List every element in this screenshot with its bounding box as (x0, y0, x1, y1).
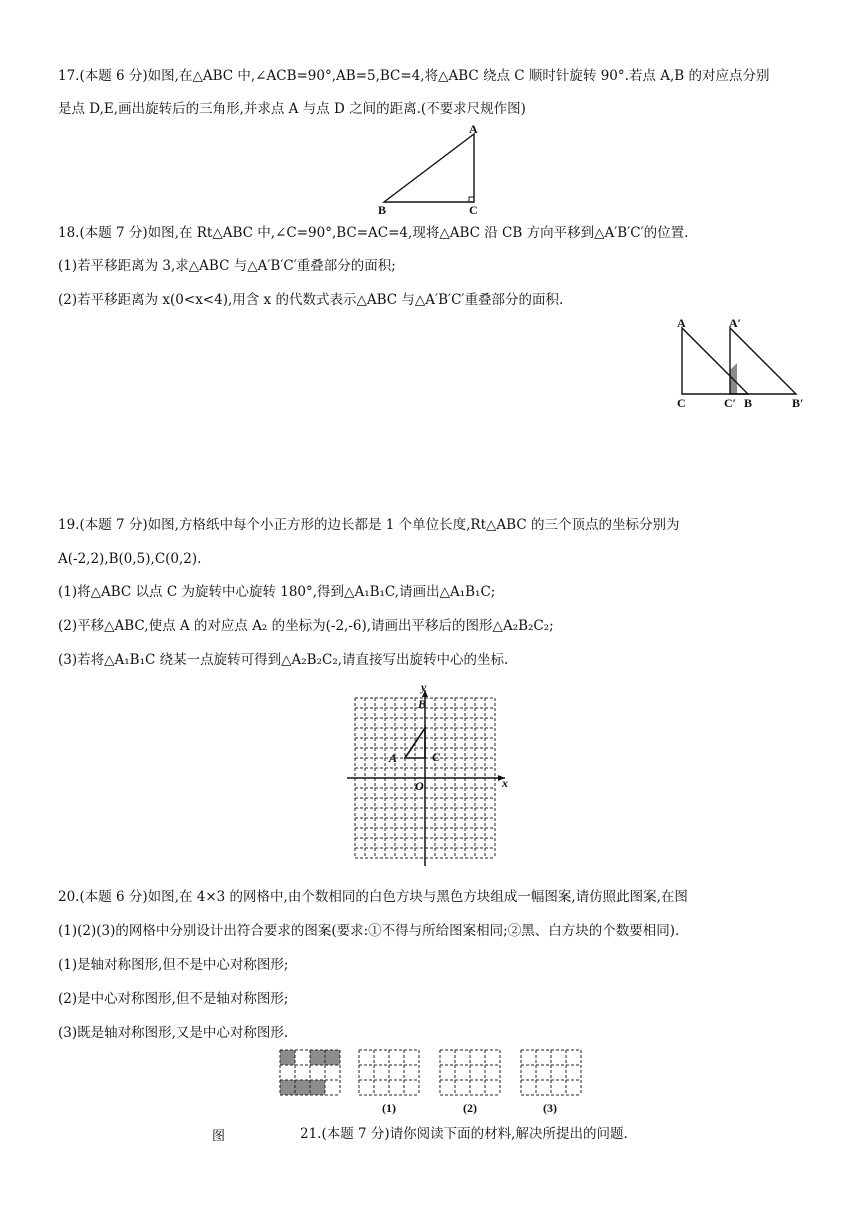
shaded-cell (280, 1080, 295, 1095)
shaded-cell (325, 1050, 340, 1065)
q19-label-A: A (389, 751, 398, 765)
q20-line4: (2)是中心对称图形,但不是轴对称图形; (58, 991, 289, 1007)
q20-line3: (1)是轴对称图形,但不是中心对称图形; (58, 957, 289, 973)
q18-label-A1: A′ (729, 316, 742, 330)
q19-label-y: y (421, 680, 427, 694)
q19-coordinate-grid (340, 680, 520, 872)
q19-label-O: O (415, 779, 424, 793)
q17-label-A: A (469, 122, 478, 136)
q20-grid-3 (520, 1049, 582, 1096)
q19-label-B: B (418, 697, 427, 711)
q20-grid-label-1: (1) (382, 1101, 396, 1115)
shaded-cell (280, 1050, 295, 1065)
q19-line1: 19.(本题 7 分)如图,方格纸中每个小正方形的边长都是 1 个单位长度,Rt△ABC 的三个顶点的坐标分别为 (58, 517, 680, 533)
q19-line5: (3)若将△A₁B₁C 绕某一点旋转可得到△A₂B₂C₂,请直接写出旋转中心的坐标. (58, 652, 509, 668)
q20-figure-caption: 图 (212, 1129, 226, 1144)
q19-line4: (2)平移△ABC,使点 A 的对应点 A₂ 的坐标为(-2,-6),请画出平移后的图形△A₂B₂C₂; (58, 618, 554, 634)
q18-line1: 18.(本题 7 分)如图,在 Rt△ABC 中,∠C=90°,BC=AC=4,现将△ABC 沿 CB 方向平移到△A′B′C′的位置. (58, 225, 689, 241)
q18-label-B: B (744, 396, 753, 410)
q20-line5: (3)既是轴对称图形,又是中心对称图形. (58, 1025, 289, 1041)
q18-label-C1: C′ (724, 396, 737, 410)
q19-label-C: C (432, 750, 441, 764)
q21-line1: 21.(本题 7 分)请你阅读下面的材料,解决所提出的问题. (300, 1126, 628, 1142)
q18-triangle-A1B1C1 (730, 328, 796, 394)
q18-label-C: C (677, 396, 686, 410)
q20-grid-2 (439, 1049, 501, 1096)
q19-line3: (1)将△ABC 以点 C 为旋转中心旋转 180°,得到△A₁B₁C,请画出△A₁B₁C; (58, 584, 496, 600)
q18-label-B1: B′ (792, 396, 804, 410)
q18-triangle-ABC (682, 328, 748, 394)
q18-label-A: A (677, 316, 686, 330)
q17-line1: 17.(本题 6 分)如图,在△ABC 中,∠ACB=90°,AB=5,BC=4,将△ABC 绕点 C 顺时针旋转 90°.若点 A,B 的对应点分别 (58, 68, 770, 84)
q17-label-C: C (469, 203, 478, 217)
q18-line2: (1)若平移距离为 3,求△ABC 与△A′B′C′重叠部分的面积; (58, 258, 396, 274)
q20-line2: (1)(2)(3)的网格中分别设计出符合要求的图案(要求:①不得与所给图案相同;②黑、白方块的个数要相同). (58, 923, 680, 939)
q17-label-B: B (378, 203, 387, 217)
shaded-cell (295, 1080, 310, 1095)
q20-grid-label-3: (3) (543, 1101, 557, 1115)
q19-line2: A(-2,2),B(0,5),C(0,2). (58, 551, 202, 567)
q19-label-x: x (502, 776, 508, 790)
q17-line2: 是点 D,E,画出旋转后的三角形,并求点 A 与点 D 之间的距离.(不要求尺规作图) (58, 101, 526, 117)
q18-line3: (2)若平移距离为 x(0<x<4),用含 x 的代数式表示△ABC 与△A′B′C′重叠部分的面积. (58, 292, 564, 308)
q17-right-angle-mark (469, 197, 474, 202)
q20-example-pattern-grid (279, 1049, 341, 1096)
shaded-cell (310, 1080, 325, 1095)
q17-triangle (384, 134, 474, 202)
q18-overlap-region (730, 363, 737, 394)
q20-grid-label-2: (2) (463, 1101, 477, 1115)
q20-grid-1 (358, 1049, 420, 1096)
shaded-cell (310, 1050, 325, 1065)
q20-line1: 20.(本题 6 分)如图,在 4×3 的网格中,由个数相同的白色方块与黑色方块组成一幅图案,请仿照此图案,在图 (58, 889, 688, 905)
